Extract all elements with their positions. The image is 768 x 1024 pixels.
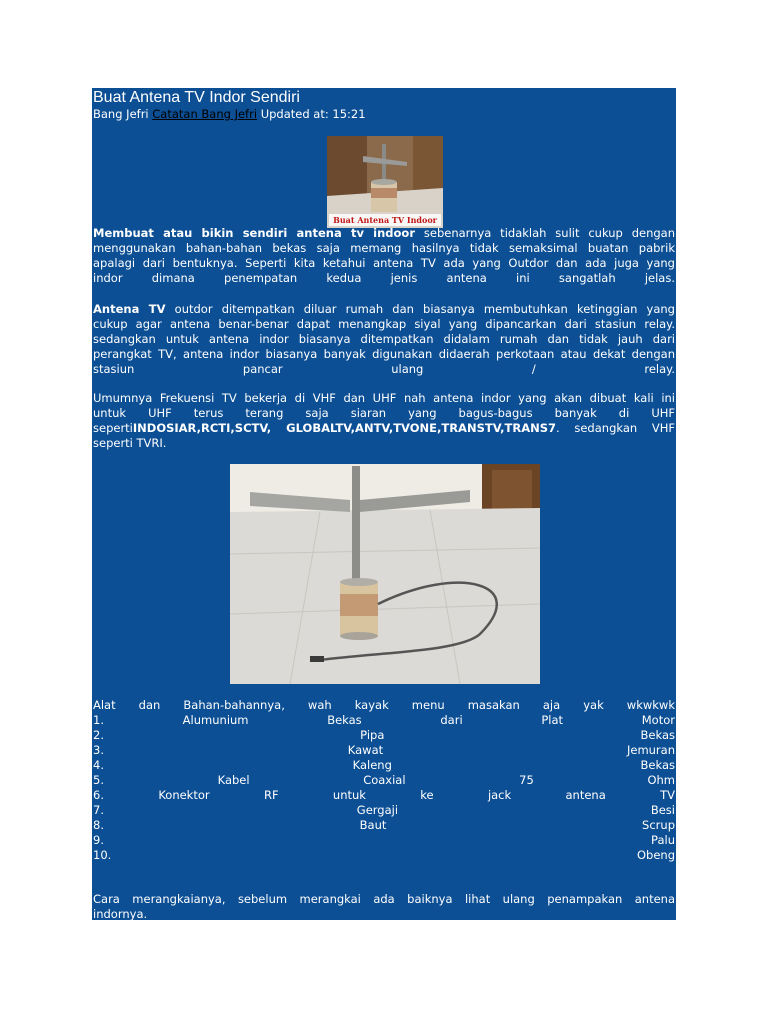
antena-line: cukup agar antena benar-benar dapat menangkap siyal yang dipancarkan dari stasiun relay. [93, 317, 675, 331]
list-item: 9. Palu [93, 833, 675, 847]
list-item: 3. Kawat Jemuran [93, 743, 675, 757]
list-intro: Alat dan Bahan-bahannya, wah kayak menu masakan aja yak wkwkwk [93, 698, 675, 712]
intro-line: sebenarnya tidaklah sulit cukup dengan [423, 226, 676, 240]
list-item: 2. Pipa Bekas [93, 728, 675, 742]
article-title: Buat Antena TV Indor Sendiri [93, 89, 300, 106]
cara-line: indornya. [93, 907, 148, 921]
antenna-photo-large [230, 464, 540, 684]
list-item: 7. Gergaji Besi [93, 803, 675, 817]
frekuensi-line: seperti [93, 421, 133, 435]
paragraph-cara [93, 892, 675, 922]
paragraph-antena-tv [93, 302, 675, 377]
frekuensi-line: seperti TVRI. [93, 436, 167, 450]
frekuensi-line: untuk UHF terus terang saja siaran yang bagus-bagus banyak di UHF [93, 406, 675, 420]
list-item: 8. Baut Scrup [93, 818, 675, 832]
antenna-photo-small [327, 136, 443, 228]
photo-caption: Buat Antena TV Indoor [333, 215, 437, 225]
frekuensi-line: . sedangkan VHF [556, 421, 675, 435]
list-item: 6. Konektor RF untuk ke jack antena TV [93, 788, 675, 802]
frekuensi-line: Umumnya Frekuensi TV bekerja di VHF dan UHF nah antena indor yang akan dibuat kali ini [93, 391, 675, 405]
cara-line: Cara merangkaianya, sebelum merangkai ada baiknya lihat ulang penampakan antena [93, 892, 675, 906]
paragraph-intro [93, 226, 675, 286]
antena-tv-bold: Antena TV [93, 302, 166, 316]
materials-list [93, 698, 675, 863]
antena-line: sedangkan untuk antena indor biasanya ditempatkan didalam rumah dan tidak jauh dari [93, 332, 675, 346]
antena-line: outdor ditempatkan diluar rumah dan biasanya membutuhkan ketinggian yang [174, 302, 675, 316]
list-item: 4. Kaleng Bekas [93, 758, 675, 772]
article-panel [92, 88, 676, 920]
paragraph-frekuensi [93, 391, 675, 451]
author-name: Bang Jefri [93, 107, 149, 121]
byline [93, 107, 675, 122]
list-item: 5. Kabel Coaxial 75 Ohm [93, 773, 675, 787]
list-item: 10. Obeng [93, 848, 675, 862]
updated-time: Updated at: 15:21 [260, 107, 366, 121]
list-item: 1. Alumunium Bekas dari Plat Motor [93, 713, 675, 727]
intro-line: menggunakan bahan-bahan bekas saja memang hasilnya tidak semaksimal buatan pabrik [93, 241, 675, 255]
channel-list: INDOSIAR,RCTI,SCTV, GLOBALTV,ANTV,TVONE,TRANSTV,TRANS7 [132, 421, 557, 435]
antena-line: stasiun pancar ulang / relay. [93, 362, 675, 376]
intro-line: indor dimana penempatan kedua jenis antena ini sangatlah jelas. [93, 271, 675, 285]
intro-line: apalagi dari bentuknya. Seperti kita ketahui antena TV ada yang Outdor dan ada juga yang [93, 256, 675, 270]
intro-bold: Membuat atau bikin sendiri antena tv indoor [93, 226, 415, 240]
antena-line: perangkat TV, antena indor biasanya banyak digunakan didaerah perkotaan atau dekat dengan [93, 347, 675, 361]
blog-link[interactable]: Catatan Bang Jefri [152, 107, 258, 121]
